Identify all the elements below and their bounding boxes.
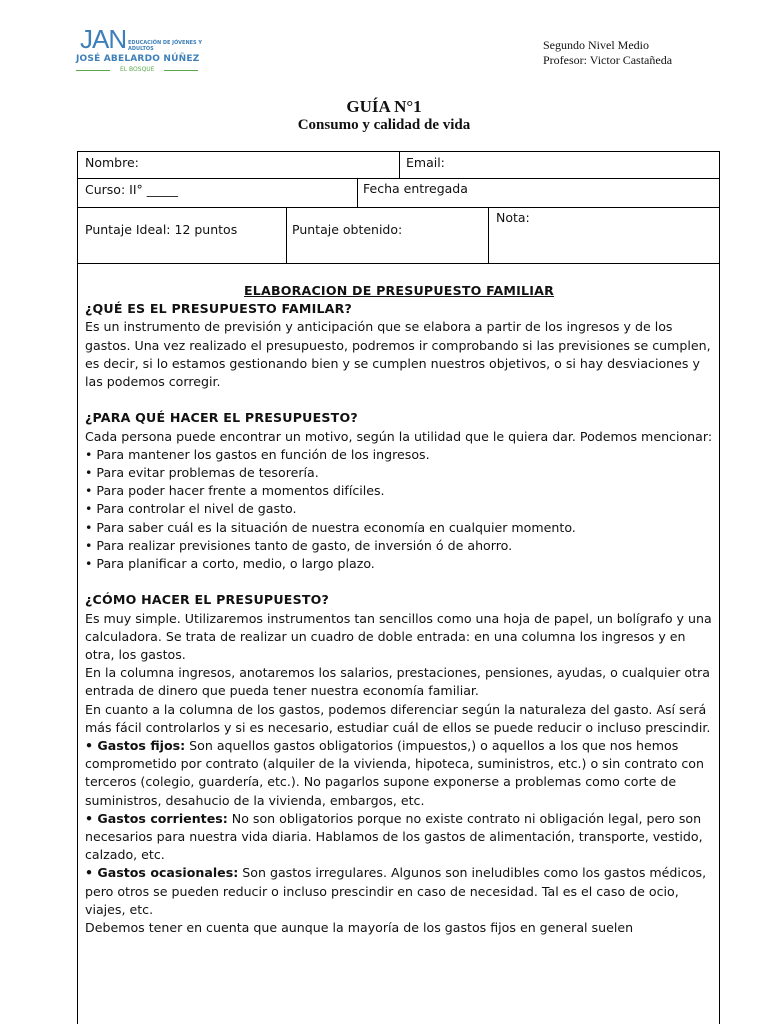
form-divider xyxy=(78,178,719,179)
section-heading: ¿CÓMO HACER EL PRESUPUESTO? xyxy=(85,592,330,608)
paragraph: Cada persona puede encontrar un motivo, según la utilidad que le quiera dar. Podemos mencionar: xyxy=(85,428,713,444)
content-title: ELABORACION DE PRESUPUESTO FAMILIAR xyxy=(243,283,555,298)
list-item: • Para realizar previsiones tanto de gasto, de inversión ó de ahorro. xyxy=(85,537,513,553)
form-divider xyxy=(357,178,358,207)
paragraph: Es un instrumento de previsión y anticipación que se elabora a partir de los ingresos y de los gastos. Una vez realizado el presupuesto, podremos ir comprobando si las previsiones se cumplen, es decir, si lo estamos gestionando bien y se cumplen nuestros objetivos, o si hay desviaciones y las podemos corregir. xyxy=(85,319,711,390)
paragraph: En la columna ingresos, anotaremos los salarios, prestaciones, pensiones, ayudas, o cualquier otra entrada de dinero que pueda tener nuestra economía familiar. xyxy=(85,665,710,699)
list-item: • Para controlar el nivel de gasto. xyxy=(85,501,297,517)
form-divider xyxy=(399,152,400,178)
form-divider xyxy=(488,207,489,264)
page-subtitle: Consumo y calidad de vida xyxy=(297,117,471,133)
list-item: • Para evitar problemas de tesorería. xyxy=(85,465,319,481)
guide-content xyxy=(77,263,720,1024)
delivery-date-field[interactable]: Fecha entregada xyxy=(363,181,468,196)
paragraph: Debemos tener en cuenta que aunque la mayoría de los gastos fijos en general suelen xyxy=(85,920,634,936)
expense-type xyxy=(85,864,713,919)
list-item: • Para poder hacer frente a momentos difíciles. xyxy=(85,483,385,499)
name-field[interactable]: Nombre: xyxy=(85,155,139,170)
expense-term: • Gastos fijos: xyxy=(85,738,186,754)
teacher-text: Profesor: Victor Castañeda xyxy=(543,53,673,67)
page-title: GUÍA N°1 xyxy=(346,97,422,116)
list-item: • Para planificar a corto, medio, o largo plazo. xyxy=(85,556,375,572)
section-heading: ¿QUÉ ES EL PRESUPUESTO FAMILAR? xyxy=(85,301,353,317)
logo-mark: JAN xyxy=(80,24,127,54)
obtained-score-field[interactable]: Puntaje obtenido: xyxy=(292,222,403,237)
ideal-score-label: Puntaje Ideal: 12 puntos xyxy=(85,222,238,237)
logo-subtitle: EDUCACIÓN DE JÓVENES Y ADULTOS xyxy=(128,40,203,52)
expense-text: Son aquellos gastos obligatorios (impuestos,) o aquellos a los que nos hemos comprometido por contrato (alquiler de la vivienda, hipoteca, suministros, etc.) o sin contrato con terceros (colegio, guardería, etc.). No pagarlos supone exponerse a problemas como corte de suministros, desahucio de la vivienda, embargos, etc. xyxy=(85,738,704,808)
paragraph: En cuanto a la columna de los gastos, podemos diferenciar según la naturaleza del gasto. Así será más fácil controlarlos y si es necesario, estudiar cuál de ellos se puede reducir o incluso prescindir. xyxy=(85,701,711,735)
list-item: • Para saber cuál es la situación de nuestra economía en cualquier momento. xyxy=(85,519,576,535)
logo-place: EL BOSQUE xyxy=(120,66,155,73)
paragraph: Es muy simple. Utilizaremos instrumentos tan sencillos como una hoja de papel, un bolígrafo y una calculadora. Se trata de realizar un cuadro de doble entrada: en una columna los ingresos y en otra, los gastos. xyxy=(85,610,712,663)
expense-text: No son obligatorios porque no existe contrato ni obligación legal, pero son necesarios para nuestra vida diaria. Hablamos de los gastos de alimentación, transporte, vestido, calzado, etc. xyxy=(85,810,703,863)
student-info-form xyxy=(77,151,720,264)
form-divider xyxy=(286,207,287,264)
expense-text: Son gastos irregulares. Algunos son ineludibles como los gastos médicos, pero otros se pueden reducir o incluso prescindir en caso de necesidad. Tal es el caso de ocio, viajes, etc. xyxy=(85,865,707,917)
expense-type xyxy=(85,810,713,865)
expense-term: • Gastos corrientes: xyxy=(85,810,228,826)
header-info xyxy=(543,38,672,68)
logo-divider xyxy=(164,70,198,71)
logo-divider xyxy=(76,70,110,71)
list-item: • Para mantener los gastos en función de los ingresos. xyxy=(85,446,430,462)
expense-type xyxy=(85,737,713,810)
section-heading: ¿PARA QUÉ HACER EL PRESUPUESTO? xyxy=(85,410,358,426)
course-field[interactable]: Curso: II° _____ xyxy=(85,182,178,197)
school-logo xyxy=(76,26,206,76)
expense-term: • Gastos ocasionales: xyxy=(85,865,239,881)
email-field[interactable]: Email: xyxy=(406,155,445,170)
logo-school-name: JOSÉ ABELARDO NÚÑEZ xyxy=(76,54,200,64)
grade-field[interactable]: Nota: xyxy=(496,210,530,225)
form-divider xyxy=(78,207,719,208)
level-text: Segundo Nivel Medio xyxy=(543,38,649,52)
